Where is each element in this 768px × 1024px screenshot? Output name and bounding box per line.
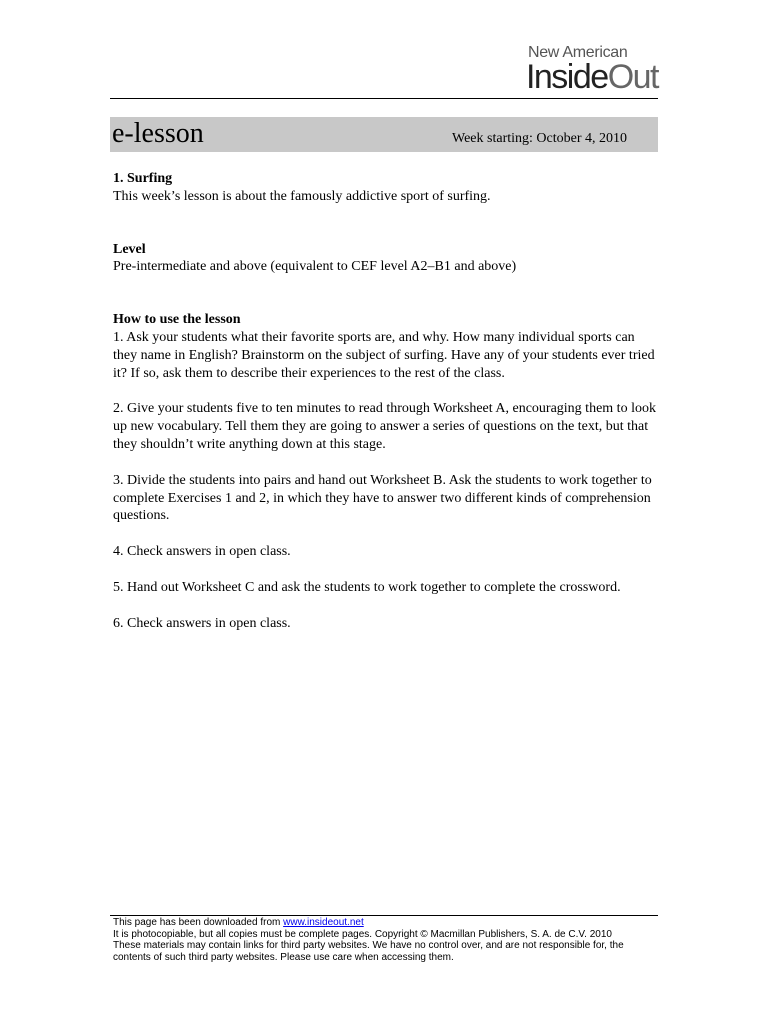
step-5: 5. Hand out Worksheet C and ask the students to work together to complete the crossword. (113, 579, 621, 595)
step-4: 4. Check answers in open class. (113, 544, 291, 560)
howto-heading: How to use the lesson (113, 312, 241, 328)
footer (113, 917, 658, 963)
footer-download-text: This page has been downloaded from (113, 917, 284, 928)
logo-wordmark (525, 58, 658, 96)
logo-subtitle: New American (527, 44, 628, 61)
page-title: e-lesson (112, 118, 204, 149)
step-2: 2. Give your students five to ten minutes to read through Worksheet A, encouraging them to look up new vocabulary. Tell them they are going to answer a series of questions on the text, but that they shouldn’t write anything down at this stage. (113, 401, 656, 452)
logo-word-inside: Inside (525, 58, 608, 96)
title-banner (110, 117, 658, 152)
footer-line-1 (113, 917, 658, 929)
insideout-link[interactable]: www.insideout.net (283, 917, 364, 928)
level-heading: Level (113, 241, 146, 257)
header-divider (110, 98, 658, 99)
footer-disclaimer: These materials may contain links for third party websites. We have no control over, and are not responsible for, the contents of such third party websites. Please use care when accessing them. (113, 940, 624, 963)
footer-divider (110, 915, 658, 916)
week-starting: Week starting: October 4, 2010 (452, 131, 627, 146)
level-text: Pre-intermediate and above (equivalent to CEF level A2–B1 and above) (113, 259, 517, 275)
step-3: 3. Divide the students into pairs and hand out Worksheet B. Ask the students to work together to complete Exercises 1 and 2, in which they have to answer two different kinds of comprehension questions. (113, 472, 652, 524)
surfing-text: This week’s lesson is about the famously addictive sport of surfing. (113, 188, 491, 204)
step-1: 1. Ask your students what their favorite sports are, and why. How many individual sports can they name in English? Brainstorm on the subject of surfing. Have any of your students ever tried it? If so, ask them to describe their experiences to the rest of the class. (113, 329, 655, 381)
brand-logo (525, 44, 658, 96)
surfing-heading: 1. Surfing (113, 171, 173, 186)
step-6: 6. Check answers in open class. (113, 615, 291, 631)
logo-word-out: Out (607, 58, 658, 96)
lesson-content (113, 170, 658, 633)
footer-copyright: It is photocopiable, but all copies must be complete pages. Copyright © Macmillan Publishers, S. A. de C.V. 2010 (113, 928, 612, 940)
